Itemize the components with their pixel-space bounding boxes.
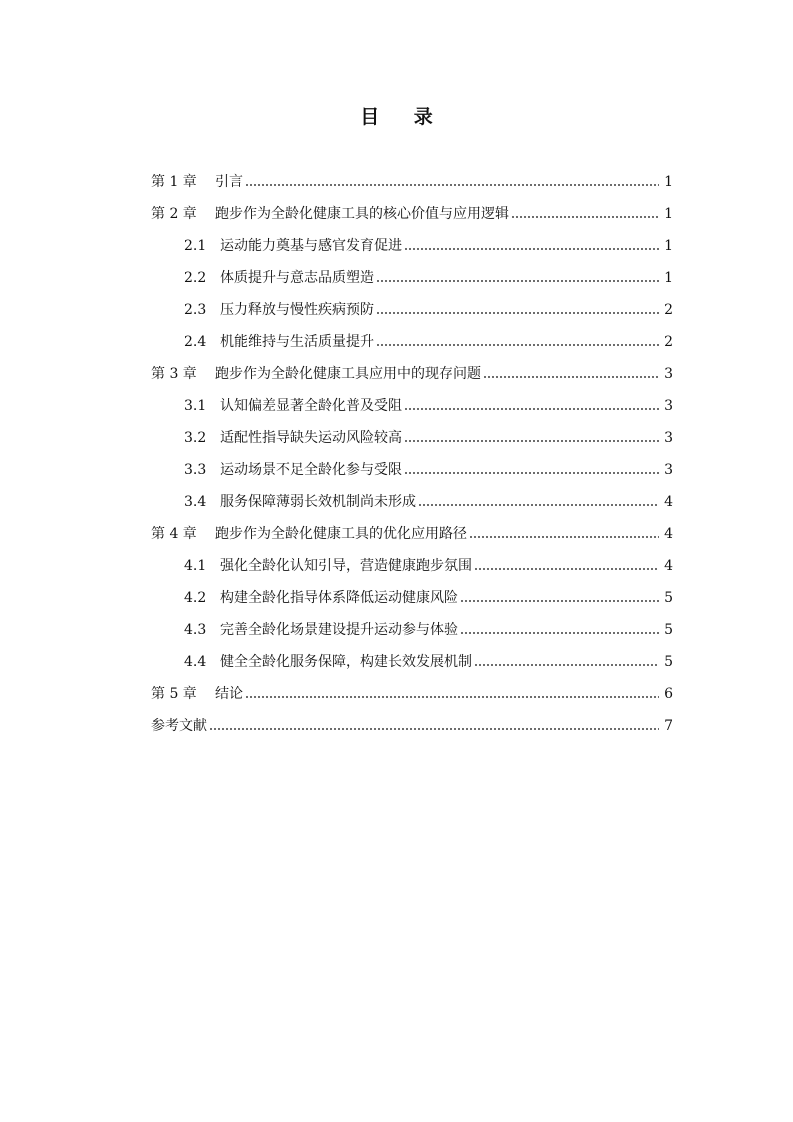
toc-entry-number: 3.3 <box>184 462 207 478</box>
dot-leader <box>460 582 659 614</box>
toc-entry-number: 4.4 <box>184 654 207 670</box>
dot-leader <box>376 294 659 326</box>
toc-entry-number: 2.2 <box>184 270 207 286</box>
toc-entry-label: 完善全龄化场景建设提升运动参与体验 <box>220 622 458 638</box>
toc-entry-page: 1 <box>664 174 673 190</box>
toc-entry-label: 体质提升与意志品质塑造 <box>220 270 374 286</box>
toc-entry-label: 运动能力奠基与感官发育促进 <box>220 238 402 254</box>
dot-leader <box>376 262 659 294</box>
toc-entry-page: 2 <box>664 334 673 350</box>
toc-entry-number: 2.4 <box>184 334 207 350</box>
toc-subentry[interactable] <box>151 550 673 582</box>
dot-leader <box>404 422 659 454</box>
toc-entry[interactable] <box>151 198 673 230</box>
toc-entry-label: 适配性指导缺失运动风险较高 <box>220 430 402 446</box>
toc-entry-page: 1 <box>664 270 673 286</box>
toc-entry-number: 4.3 <box>184 622 207 638</box>
toc-entry-number: 2.1 <box>184 238 207 254</box>
toc-entry-label: 跑步作为全龄化健康工具应用中的现存问题 <box>215 366 481 382</box>
toc-entry-label: 结论 <box>215 686 243 702</box>
toc-entry-label: 跑步作为全龄化健康工具的核心价值与应用逻辑 <box>215 206 509 222</box>
dot-leader <box>511 198 659 230</box>
dot-leader <box>245 166 659 198</box>
toc-subentry[interactable] <box>151 646 673 678</box>
toc-entry-page: 2 <box>664 302 673 318</box>
dot-leader <box>469 518 659 550</box>
toc-entry[interactable] <box>151 518 673 550</box>
toc-entry-label: 引言 <box>215 174 243 190</box>
toc-subentry[interactable] <box>151 422 673 454</box>
dot-leader <box>460 614 659 646</box>
toc-subentry[interactable] <box>151 614 673 646</box>
dot-leader <box>418 486 659 518</box>
toc-entry-page: 4 <box>664 494 673 510</box>
toc-entry-label: 运动场景不足全龄化参与受限 <box>220 462 402 478</box>
toc-entry[interactable] <box>151 166 673 198</box>
dot-leader <box>404 390 659 422</box>
toc-entry-number: 4.2 <box>184 590 207 606</box>
toc-entry-page: 5 <box>664 622 673 638</box>
toc-subentry[interactable] <box>151 294 673 326</box>
toc-entry[interactable] <box>151 678 673 710</box>
dot-leader <box>404 454 659 486</box>
toc-entry-number: 第 3 章 <box>151 366 197 382</box>
toc-entry-page: 3 <box>664 462 673 478</box>
toc-entry-label: 健全全龄化服务保障，构建长效发展机制 <box>220 654 472 670</box>
toc-entry-label: 服务保障薄弱长效机制尚未形成 <box>220 494 416 510</box>
dot-leader <box>474 550 659 582</box>
toc-list <box>151 166 673 742</box>
toc-entry-label: 强化全龄化认知引导，营造健康跑步氛围 <box>220 558 472 574</box>
toc-subentry[interactable] <box>151 326 673 358</box>
toc-entry-label: 构建全龄化指导体系降低运动健康风险 <box>220 590 458 606</box>
toc-entry-number: 第 2 章 <box>151 206 197 222</box>
toc-entry-number: 第 4 章 <box>151 526 197 542</box>
toc-entry-page: 1 <box>664 206 673 222</box>
toc-entry-page: 1 <box>664 238 673 254</box>
toc-entry-number: 4.1 <box>184 558 207 574</box>
toc-entry-page: 5 <box>664 654 673 670</box>
toc-entry-number: 第 1 章 <box>151 174 197 190</box>
toc-entry-page: 3 <box>664 430 673 446</box>
toc-entry-label: 压力释放与慢性疾病预防 <box>220 302 374 318</box>
dot-leader <box>245 678 659 710</box>
dot-leader <box>483 358 659 390</box>
toc-entry-page: 3 <box>664 398 673 414</box>
toc-entry-page: 7 <box>664 718 673 734</box>
toc-entry-number: 3.4 <box>184 494 207 510</box>
toc-entry-references[interactable] <box>151 710 673 742</box>
toc-subentry[interactable] <box>151 262 673 294</box>
toc-entry-page: 4 <box>664 558 673 574</box>
toc-entry[interactable] <box>151 358 673 390</box>
toc-entry-page: 3 <box>664 366 673 382</box>
toc-subentry[interactable] <box>151 454 673 486</box>
toc-title: 目 录 <box>360 106 447 128</box>
toc-entry-number: 第 5 章 <box>151 686 197 702</box>
toc-entry-label: 跑步作为全龄化健康工具的优化应用路径 <box>215 526 467 542</box>
toc-entry-number: 3.1 <box>184 398 207 414</box>
dot-leader <box>209 710 659 742</box>
toc-entry-page: 6 <box>664 686 673 702</box>
toc-entry-number: 2.3 <box>184 302 207 318</box>
dot-leader <box>404 230 659 262</box>
toc-subentry[interactable] <box>151 390 673 422</box>
toc-entry-label: 认知偏差显著全龄化普及受阻 <box>220 398 402 414</box>
toc-subentry[interactable] <box>151 230 673 262</box>
toc-subentry[interactable] <box>151 486 673 518</box>
toc-entry-label: 参考文献 <box>151 718 207 734</box>
dot-leader <box>474 646 659 678</box>
toc-entry-label: 机能维持与生活质量提升 <box>220 334 374 350</box>
toc-subentry[interactable] <box>151 582 673 614</box>
toc-entry-number: 3.2 <box>184 430 207 446</box>
toc-entry-page: 4 <box>664 526 673 542</box>
dot-leader <box>376 326 659 358</box>
toc-entry-page: 5 <box>664 590 673 606</box>
